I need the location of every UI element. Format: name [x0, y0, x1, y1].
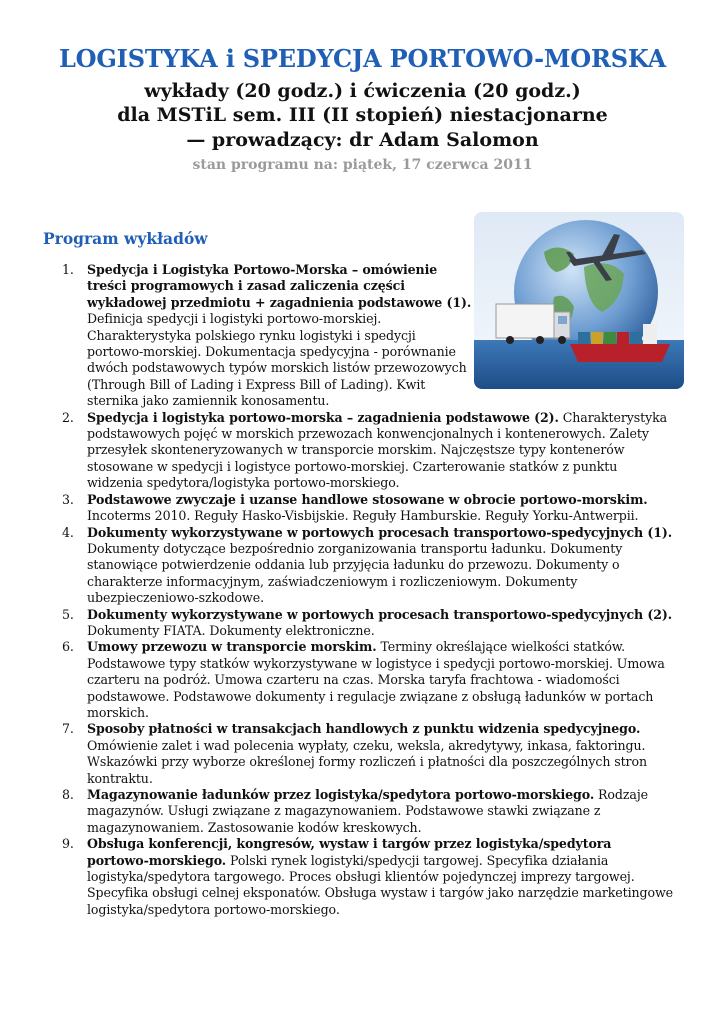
list-item [62, 492, 674, 525]
item-heading: Spedycja i Logistyka Portowo-Morska – omówienie treści programowych i zasad zaliczenia części wykładowej przedmiotu + zagadnienia podstawowe (1). [87, 262, 472, 310]
lecture-program-list [62, 262, 674, 918]
item-text: Polski rynek logistyki/spedycji targowej. Specyfika działania logistyka/spedytora targowego. Proces obsługi klientów pojedynczej imprezy targowej. Specyfika obsługi celnej eksponatów. Obsługa wystaw i targów jako narzędzie marketingowe logistyka/spedytora portowo-morskiego. [87, 852, 674, 917]
item-text: Rodzaje magazynów. Usługi związane z magazynowaniem. Podstawowe stawki związane z magazynowaniem. Zastosowanie kodów kreskowych. [87, 787, 648, 835]
item-heading: Sposoby płatności w transakcjach handlowych z punktu widzenia spedycyjnego. [87, 721, 641, 737]
item-text: Terminy określające wielkości statków. Podstawowe typy statków wykorzystywane w logistyce i spedycji portowo-morskiej. Umowa czarteru na podróż. Umowa czarteru na czas. Morska taryfa frachtowa - wiadomości podstawowe. Podstawowe dokumenty i regulacje związane z obsługą ładunków w portach morskich. [87, 639, 665, 720]
item-heading: Magazynowanie ładunków przez logistyka/spedytora portowo-morskiego. [87, 787, 595, 802]
list-item [62, 836, 674, 918]
item-number: 9. [62, 836, 74, 852]
list-item [62, 525, 674, 607]
item-number: 1. [62, 262, 74, 277]
item-number: 7. [62, 721, 74, 737]
list-item [62, 410, 674, 492]
item-number: 3. [62, 491, 74, 507]
section-title: Program wykładów [43, 229, 208, 248]
list-item [62, 721, 674, 787]
item-number: 8. [62, 787, 74, 802]
item-number: 6. [62, 639, 74, 655]
item-text: Dokumenty dotyczące bezpośrednio zorganizowania transportu ładunku. Dokumenty stanowiące potwierdzenie oddania lub przyjęcia ładunku do przewozu. Dokumenty o charakterze informacyjnym, zaświadczeniowym i rozliczeniowym. Dokumenty ubezpieczeniowo-szkodowe. [87, 540, 623, 606]
document-title: LOGISTYKA i SPEDYCJA PORTOWO-MORSKA [59, 44, 666, 73]
item-number: 4. [62, 524, 74, 540]
item-heading: Podstawowe zwyczaje i uzanse handlowe stosowane w obrocie portowo-morskim. [87, 491, 648, 507]
subtitle-line-3: — prowadzący: dr Adam Salomon [186, 129, 539, 151]
list-item [62, 607, 674, 640]
list-item [62, 262, 674, 410]
item-body [87, 262, 475, 410]
item-heading: Dokumenty wykorzystywane w portowych procesach transportowo-spedycyjnych (1). [87, 524, 673, 540]
item-number: 2. [62, 409, 74, 425]
item-text: Incoterms 2010. Reguły Hasko-Visbijskie. Reguły Hamburskie. Reguły Yorku-Antwerpii. [87, 508, 639, 524]
subtitle-line-2: dla MSTiL sem. III (II stopień) niestacjonarne [117, 104, 608, 126]
list-item [62, 787, 674, 836]
item-heading: Dokumenty wykorzystywane w portowych procesach transportowo-spedycyjnych (2). [87, 606, 673, 622]
item-text: Definicja spedycji i logistyki portowo-morskiej. Charakterystyka polskiego rynku logistyki i spedycji portowo-morskiej. Dokumentacja spedycyjna - porównanie dwóch podstawowych typów morskich listów przewozowych (Through Bill of Lading i Express Bill of Lading). Kwit sternika jako zamiennik konosamentu. [87, 311, 467, 409]
item-number: 5. [62, 606, 74, 622]
subtitle-line-1: wykłady (20 godz.) i ćwiczenia (20 godz.) [144, 80, 581, 102]
item-text: Dokumenty FIATA. Dokumenty elektroniczne. [87, 622, 375, 638]
list-item [62, 639, 674, 721]
item-text: Omówienie zalet i wad polecenia wypłaty, czeku, weksla, akredytywy, inkasa, faktoringu. Wskazówki przy wyborze określonej formy rozliczeń i płatności dla poszczególnych stron kontraktu. [87, 737, 647, 786]
item-text: Charakterystyka podstawowych pojęć w morskich przewozach konwencjonalnych i kontenerowych. Zalety przesyłek skonteneryzowanych w transporcie morskim. Najczęstsze typy kontenerów stosowane w spedycji i logistyce portowo-morskiej. Czarterowanie statków z punktu widzenia spedytora/logistyka portowo-morskiego. [87, 409, 668, 491]
program-date: stan programu na: piątek, 17 czerwca 2011 [192, 157, 533, 173]
item-heading: Obsługa konferencji, kongresów, wystaw i targów przez logistyka/spedytora portowo-morskiego. [87, 836, 612, 868]
item-heading: Spedycja i logistyka portowo-morska – zagadnienia podstawowe (2). [87, 409, 559, 425]
item-heading: Umowy przewozu w transporcie morskim. [87, 639, 377, 655]
